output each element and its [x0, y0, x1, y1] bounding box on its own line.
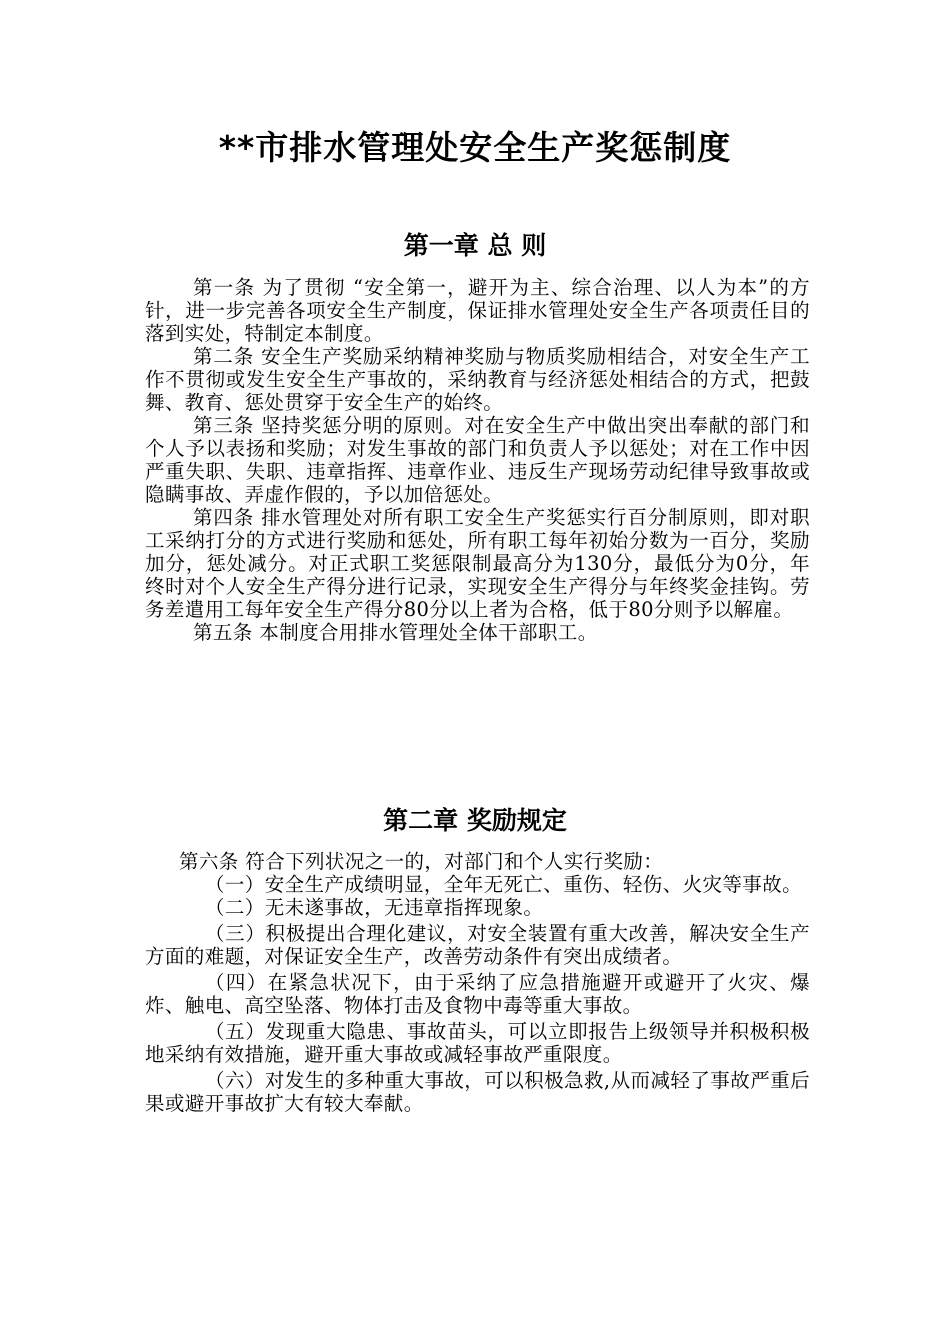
article-2: 第二条 安全生产奖励采纳精神奖励与物质奖励相结合，对安全生产工作不贯彻或发生安全生产事故的，采纳教育与经济惩处相结合的方式，把鼓舞、教育、惩处贯穿于安全生产的始终。 — [145, 345, 810, 414]
document-title: **市排水管理处安全生产奖惩制度 — [218, 128, 732, 167]
article-6-intro: 第六条 符合下列状况之一的，对部门和个人实行奖励： — [179, 850, 664, 873]
chapter-1-body — [145, 276, 810, 644]
reward-item-6: （六）对发生的多种重大事故，可以积极急救,从而减轻了事故严重后果或避开事故扩大有较大奉献。 — [145, 1069, 810, 1115]
chapter-2-heading: 第二章 奖励规定 — [383, 806, 567, 835]
chapter-1-heading: 第一章 总 则 — [403, 231, 547, 260]
article-4: 第四条 排水管理处对所有职工安全生产奖惩实行百分制原则，即对职工采纳打分的方式进行奖励和惩处，所有职工每年初始分数为一百分，奖励加分，惩处减分。对正式职工奖惩限制最高分为130分，最低分为0分，年终时对个人安全生产得分进行记录，实现安全生产得分与年终奖金挂钩。劳务差遣用工每年安全生产得分80分以上者为合格，低于80分则予以解雇。 — [145, 506, 810, 621]
reward-item-5: （五）发现重大隐患、事故苗头，可以立即报告上级领导并积极积极地采纳有效措施，避开重大事故或减轻事故严重限度。 — [145, 1020, 810, 1066]
reward-item-2: （二）无未遂事故，无违章指挥现象。 — [205, 896, 544, 919]
article-3: 第三条 坚持奖惩分明的原则。对在安全生产中做出突出奉献的部门和个人予以表扬和奖励；对发生事故的部门和负责人予以惩处；对在工作中因严重失职、失职、违章指挥、违章作业、违反生产现场劳动纪律导致事故或隐瞒事故、弄虚作假的，予以加倍惩处。 — [145, 414, 810, 506]
article-1: 第一条 为了贯彻 “安全第一，避开为主、综合治理、以人为本”的方针，进一步完善各项安全生产制度，保证排水管理处安全生产各项责任目的落到实处，特制定本制度。 — [145, 276, 810, 345]
reward-item-3: （三）积极提出合理化建议，对安全装置有重大改善，解决安全生产方面的难题，对保证安全生产，改善劳动条件有突出成绩者。 — [145, 922, 810, 968]
chapter-2-body — [145, 850, 810, 1115]
reward-item-4: （四）在紧急状况下，由于采纳了应急措施避开或避开了火灾、爆炸、触电、高空坠落、物体打击及食物中毒等重大事故。 — [145, 971, 810, 1017]
article-5: 第五条 本制度合用排水管理处全体干部职工。 — [193, 621, 598, 644]
reward-item-1: （一）安全生产成绩明显，全年无死亡、重伤、轻伤、火灾等事故。 — [205, 873, 803, 896]
